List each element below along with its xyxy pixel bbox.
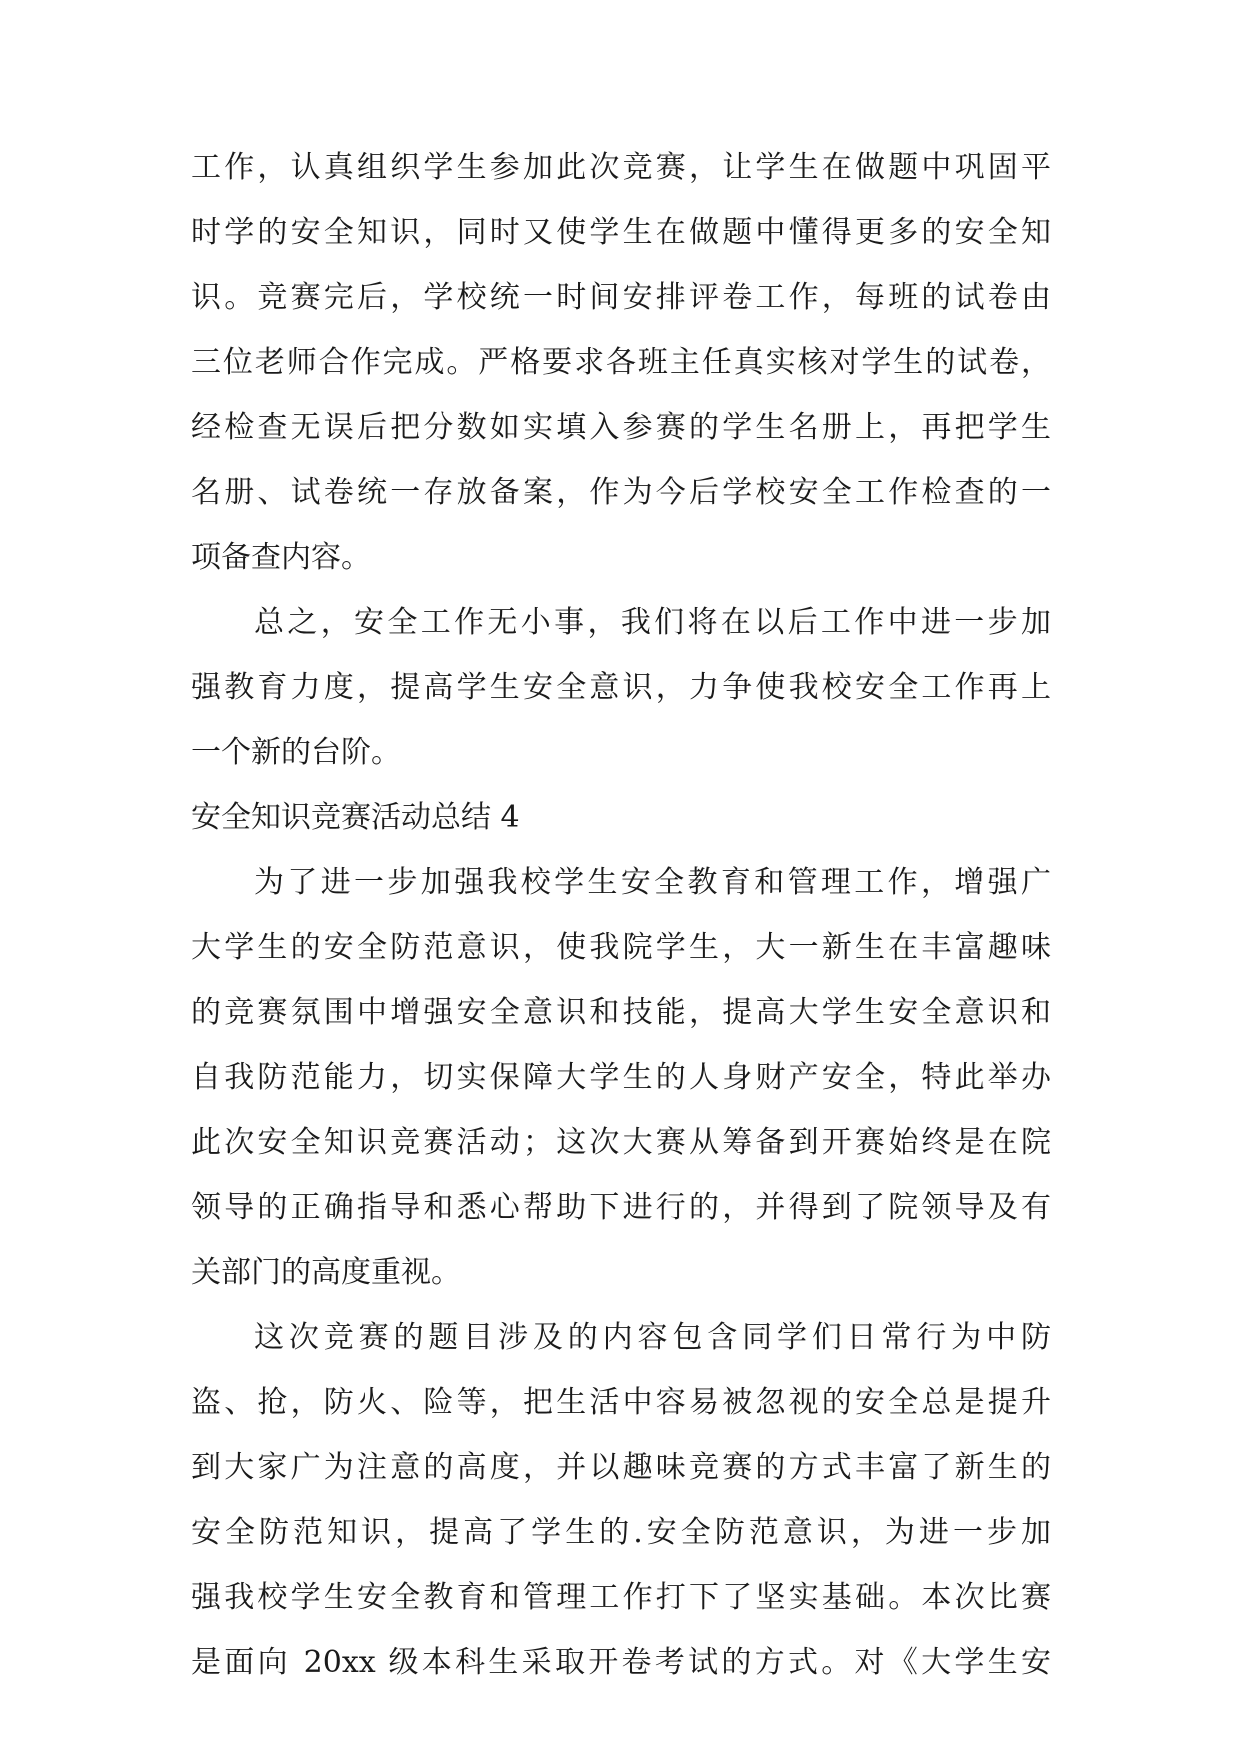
- paragraph-2-line-3: 一个新的台阶。: [191, 735, 401, 770]
- paragraph-3-line-2: 大学生的安全防范意识，使我院学生，大一新生在丰富趣味: [191, 930, 1051, 965]
- paragraph-1-line-3: 识。竞赛完后，学校统一时间安排评卷工作，每班的试卷由: [191, 280, 1051, 315]
- paragraph-4-line-5: 强我校学生安全教育和管理工作打下了坚实基础。本次比赛: [191, 1580, 1051, 1615]
- paragraph-2-line-1: 总之，安全工作无小事，我们将在以后工作中进一步加: [254, 605, 1051, 640]
- paragraph-4-line-6: 是面向 20xx 级本科生采取开卷考试的方式。对《大学生安: [191, 1645, 1051, 1680]
- section-heading: 安全知识竞赛活动总结 4: [191, 800, 520, 835]
- paragraph-3-line-7: 关部门的高度重视。: [191, 1255, 461, 1290]
- paragraph-3-line-1: 为了进一步加强我校学生安全教育和管理工作，增强广: [254, 865, 1051, 900]
- paragraph-1-line-6: 名册、试卷统一存放备案，作为今后学校安全工作检查的一: [191, 475, 1051, 510]
- paragraph-4-line-3: 到大家广为注意的高度，并以趣味竞赛的方式丰富了新生的: [191, 1450, 1051, 1485]
- paragraph-3-line-3: 的竞赛氛围中增强安全意识和技能，提高大学生安全意识和: [191, 995, 1051, 1030]
- paragraph-3-line-6: 领导的正确指导和悉心帮助下进行的，并得到了院领导及有: [191, 1190, 1051, 1225]
- paragraph-4-line-2: 盗、抢，防火、险等，把生活中容易被忽视的安全总是提升: [191, 1385, 1051, 1420]
- paragraph-1-line-7: 项备查内容。: [191, 540, 371, 575]
- paragraph-4-line-4: 安全防范知识，提高了学生的.安全防范意识，为进一步加: [191, 1515, 1051, 1550]
- paragraph-1-line-4: 三位老师合作完成。严格要求各班主任真实核对学生的试卷，: [191, 345, 1051, 380]
- paragraph-1-line-2: 时学的安全知识，同时又使学生在做题中懂得更多的安全知: [191, 215, 1051, 250]
- paragraph-3-line-4: 自我防范能力，切实保障大学生的人身财产安全，特此举办: [191, 1060, 1051, 1095]
- paragraph-4-line-1: 这次竞赛的题目涉及的内容包含同学们日常行为中防: [254, 1320, 1051, 1355]
- paragraph-1-line-5: 经检查无误后把分数如实填入参赛的学生名册上，再把学生: [191, 410, 1051, 445]
- paragraph-3-line-5: 此次安全知识竞赛活动；这次大赛从筹备到开赛始终是在院: [191, 1125, 1051, 1160]
- paragraph-1-line-1: 工作，认真组织学生参加此次竞赛，让学生在做题中巩固平: [191, 150, 1051, 185]
- paragraph-2-line-2: 强教育力度，提高学生安全意识，力争使我校安全工作再上: [191, 670, 1051, 705]
